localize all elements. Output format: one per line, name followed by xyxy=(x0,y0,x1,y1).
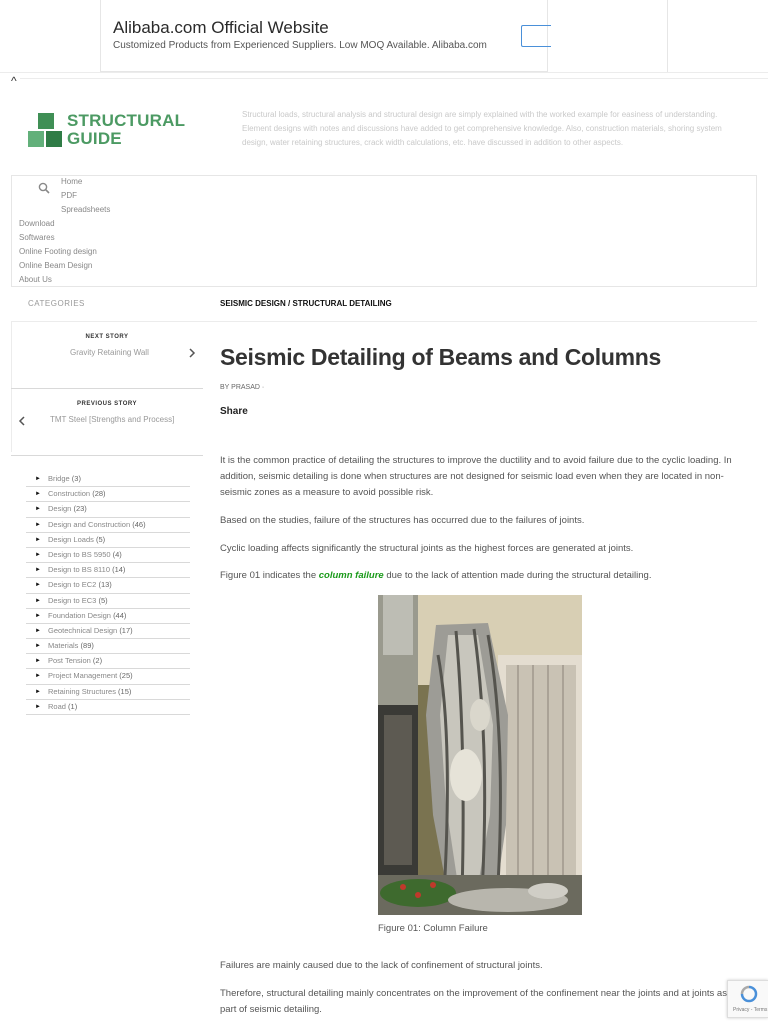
nav-item-online-beam-design[interactable]: Online Beam Design xyxy=(19,261,93,270)
category-item-design-to-ec2[interactable] xyxy=(26,578,190,593)
site-logo[interactable] xyxy=(28,112,198,152)
divider xyxy=(0,72,768,73)
article-paragraph xyxy=(220,568,740,584)
category-item-road[interactable] xyxy=(26,700,190,715)
nav-item-spreadsheets[interactable]: Spreadsheets xyxy=(61,205,111,214)
bullet-triangle-icon: ► xyxy=(35,627,41,634)
bullet-triangle-icon: ► xyxy=(35,673,41,680)
bullet-triangle-icon: ► xyxy=(35,536,41,543)
category-item-design-to-bs-5950[interactable] xyxy=(26,548,190,563)
category-name[interactable]: Design to EC3 xyxy=(48,595,97,605)
category-count: (15) xyxy=(118,686,132,696)
bullet-triangle-icon: ► xyxy=(35,643,41,650)
nav-item-home[interactable]: Home xyxy=(61,177,83,186)
category-item-design-loads[interactable] xyxy=(26,533,190,548)
bullet-triangle-icon: ► xyxy=(35,506,41,513)
category-name[interactable]: Materials xyxy=(48,641,79,651)
categories-toggle[interactable]: CATEGORIES xyxy=(28,299,85,308)
bullet-triangle-icon: ► xyxy=(35,582,41,589)
next-story-link[interactable]: Gravity Retaining Wall xyxy=(70,348,149,357)
ad-title[interactable]: Alibaba.com Official Website xyxy=(113,18,329,37)
category-name[interactable]: Project Management xyxy=(48,671,118,681)
category-count: (4) xyxy=(112,549,122,559)
category-item-bridge[interactable] xyxy=(26,472,190,487)
paragraph-text: due to the lack of attention made during the structural detailing. xyxy=(383,570,652,581)
category-item-design[interactable] xyxy=(26,502,190,517)
article-paragraph: It is the common practice of detailing the structures to improve the ductility and to avoid failure due to the cyclic loading. In addition, seismic detailing is done when structures are not designed for seismic load even when they are located in non-seismic zones as a measure to avoid possible risk. xyxy=(220,455,732,498)
category-item-retaining-structures[interactable] xyxy=(26,685,190,700)
divider xyxy=(20,78,768,79)
category-item-construction[interactable] xyxy=(26,487,190,502)
nav-item-download[interactable]: Download xyxy=(19,219,55,228)
recaptcha-links[interactable]: Privacy - Terms xyxy=(733,1007,768,1013)
divider xyxy=(11,321,757,322)
site-tagline: Structural loads, structural analysis and structural design are simply explained with the worked example for easiness of understanding. Element designs with notes and discussions have added to get comprehensive knowledge. Also, construction materials, shoring system design, water retaining structures, crack width calculations, etc. have discussed in addition to other aspects. xyxy=(242,110,722,147)
previous-story-heading: PREVIOUS STORY xyxy=(76,401,137,407)
logo-square-icon xyxy=(38,113,54,129)
category-item-project-management[interactable] xyxy=(26,669,190,684)
category-count: (1) xyxy=(68,701,78,711)
figure-caption: Figure 01: Column Failure xyxy=(378,923,488,934)
ad-open-button[interactable] xyxy=(521,25,551,47)
logo-text-line2: GUIDE xyxy=(67,129,122,148)
divider xyxy=(11,455,203,456)
category-count: (46) xyxy=(132,519,146,529)
category-count: (14) xyxy=(112,565,126,575)
category-name[interactable]: Bridge xyxy=(48,474,70,483)
category-name[interactable]: Construction xyxy=(48,489,91,499)
bullet-triangle-icon: ► xyxy=(35,597,41,604)
category-name[interactable]: Design xyxy=(48,504,72,514)
category-item-design-to-bs-8110[interactable] xyxy=(26,563,190,578)
nav-item-online-footing-design[interactable]: Online Footing design xyxy=(19,247,97,256)
article-paragraph: Cyclic loading affects significantly the structural joints as the highest forces are generated at joints. xyxy=(220,543,634,554)
collapse-ad-icon[interactable]: ^ xyxy=(11,74,17,88)
bullet-triangle-icon: ► xyxy=(35,703,41,710)
ad-banner[interactable] xyxy=(100,0,548,72)
ad-divider xyxy=(667,0,668,72)
category-name[interactable]: Design to EC2 xyxy=(48,580,97,590)
nav-item-about-us[interactable]: About Us xyxy=(19,275,52,284)
bullet-triangle-icon: ► xyxy=(35,476,41,482)
category-count: (44) xyxy=(113,610,127,620)
bullet-triangle-icon: ► xyxy=(35,567,41,574)
bullet-triangle-icon: ► xyxy=(35,658,41,665)
recaptcha-badge[interactable] xyxy=(727,980,768,1018)
bullet-triangle-icon: ► xyxy=(35,551,41,558)
category-count: (28) xyxy=(92,489,106,499)
logo-square-icon xyxy=(46,131,62,147)
category-name[interactable]: Design to BS 8110 xyxy=(48,565,110,575)
category-name[interactable]: Design and Construction xyxy=(48,519,131,529)
category-item-post-tension[interactable] xyxy=(26,654,190,669)
chevron-right-icon[interactable] xyxy=(188,348,196,358)
divider xyxy=(11,388,203,389)
category-count: (23) xyxy=(73,504,87,514)
category-count: (89) xyxy=(80,641,94,651)
category-name[interactable]: Design Loads xyxy=(48,534,94,544)
previous-story-link[interactable]: TMT Steel [Strengths and Process] xyxy=(50,415,175,424)
category-item-geotechnical-design[interactable] xyxy=(26,624,190,639)
category-item-design-and-construction[interactable] xyxy=(26,518,190,533)
divider xyxy=(11,322,12,452)
category-name[interactable]: Foundation Design xyxy=(48,610,111,620)
article-byline[interactable]: BY PRASAD · xyxy=(220,384,265,391)
breadcrumb[interactable]: SEISMIC DESIGN / STRUCTURAL DETAILING xyxy=(220,299,392,308)
search-icon[interactable] xyxy=(38,182,50,194)
category-name[interactable]: Road xyxy=(48,701,66,711)
category-list xyxy=(26,472,190,715)
category-count: (25) xyxy=(119,671,133,681)
article-paragraph: Failures are mainly caused due to the lack of confinement of structural joints. xyxy=(220,960,543,971)
bullet-triangle-icon: ► xyxy=(35,521,41,528)
ad-subtitle: Customized Products from Experienced Suppliers. Low MOQ Available. Alibaba.com xyxy=(113,40,487,51)
nav-item-pdf[interactable]: PDF xyxy=(61,191,77,200)
category-item-materials[interactable] xyxy=(26,639,190,654)
category-count: (5) xyxy=(98,595,108,605)
bullet-triangle-icon: ► xyxy=(35,612,41,619)
category-name[interactable]: Retaining Structures xyxy=(48,686,116,696)
category-count: (2) xyxy=(92,656,103,666)
article-paragraph: Based on the studies, failure of the structures has occurred due to the failures of joints. xyxy=(220,515,585,526)
share-button[interactable]: Share xyxy=(220,406,248,417)
column-failure-photo xyxy=(378,595,582,915)
bullet-triangle-icon: ► xyxy=(35,688,41,695)
next-story-heading: NEXT STORY xyxy=(85,334,129,340)
column-failure-link[interactable]: column failure xyxy=(318,570,384,581)
category-count: (13) xyxy=(98,580,112,590)
paragraph-text: Figure 01 indicates the xyxy=(220,570,319,581)
article-paragraph: Therefore, structural detailing mainly concentrates on the improvement of the confinement near the joints and at joints as part of seismic detailing. xyxy=(220,988,727,1015)
category-item-design-to-ec3[interactable] xyxy=(26,594,190,609)
bullet-triangle-icon: ► xyxy=(35,491,41,498)
logo-square-icon xyxy=(28,131,44,147)
main-navigation xyxy=(11,175,757,287)
article-title: Seismic Detailing of Beams and Columns xyxy=(220,344,662,370)
chevron-left-icon[interactable] xyxy=(18,416,26,426)
category-count: (17) xyxy=(119,625,133,635)
category-item-foundation-design[interactable] xyxy=(26,609,190,624)
category-name[interactable]: Post Tension xyxy=(48,656,91,666)
recaptcha-logo-icon xyxy=(740,985,758,1003)
category-count: (5) xyxy=(95,534,106,544)
nav-item-softwares[interactable]: Softwares xyxy=(19,233,55,242)
logo-text-line1: STRUCTURAL xyxy=(67,111,186,130)
category-name[interactable]: Geotechnical Design xyxy=(48,625,118,635)
category-count: (3) xyxy=(71,474,81,483)
category-name[interactable]: Design to BS 5950 xyxy=(48,549,111,559)
